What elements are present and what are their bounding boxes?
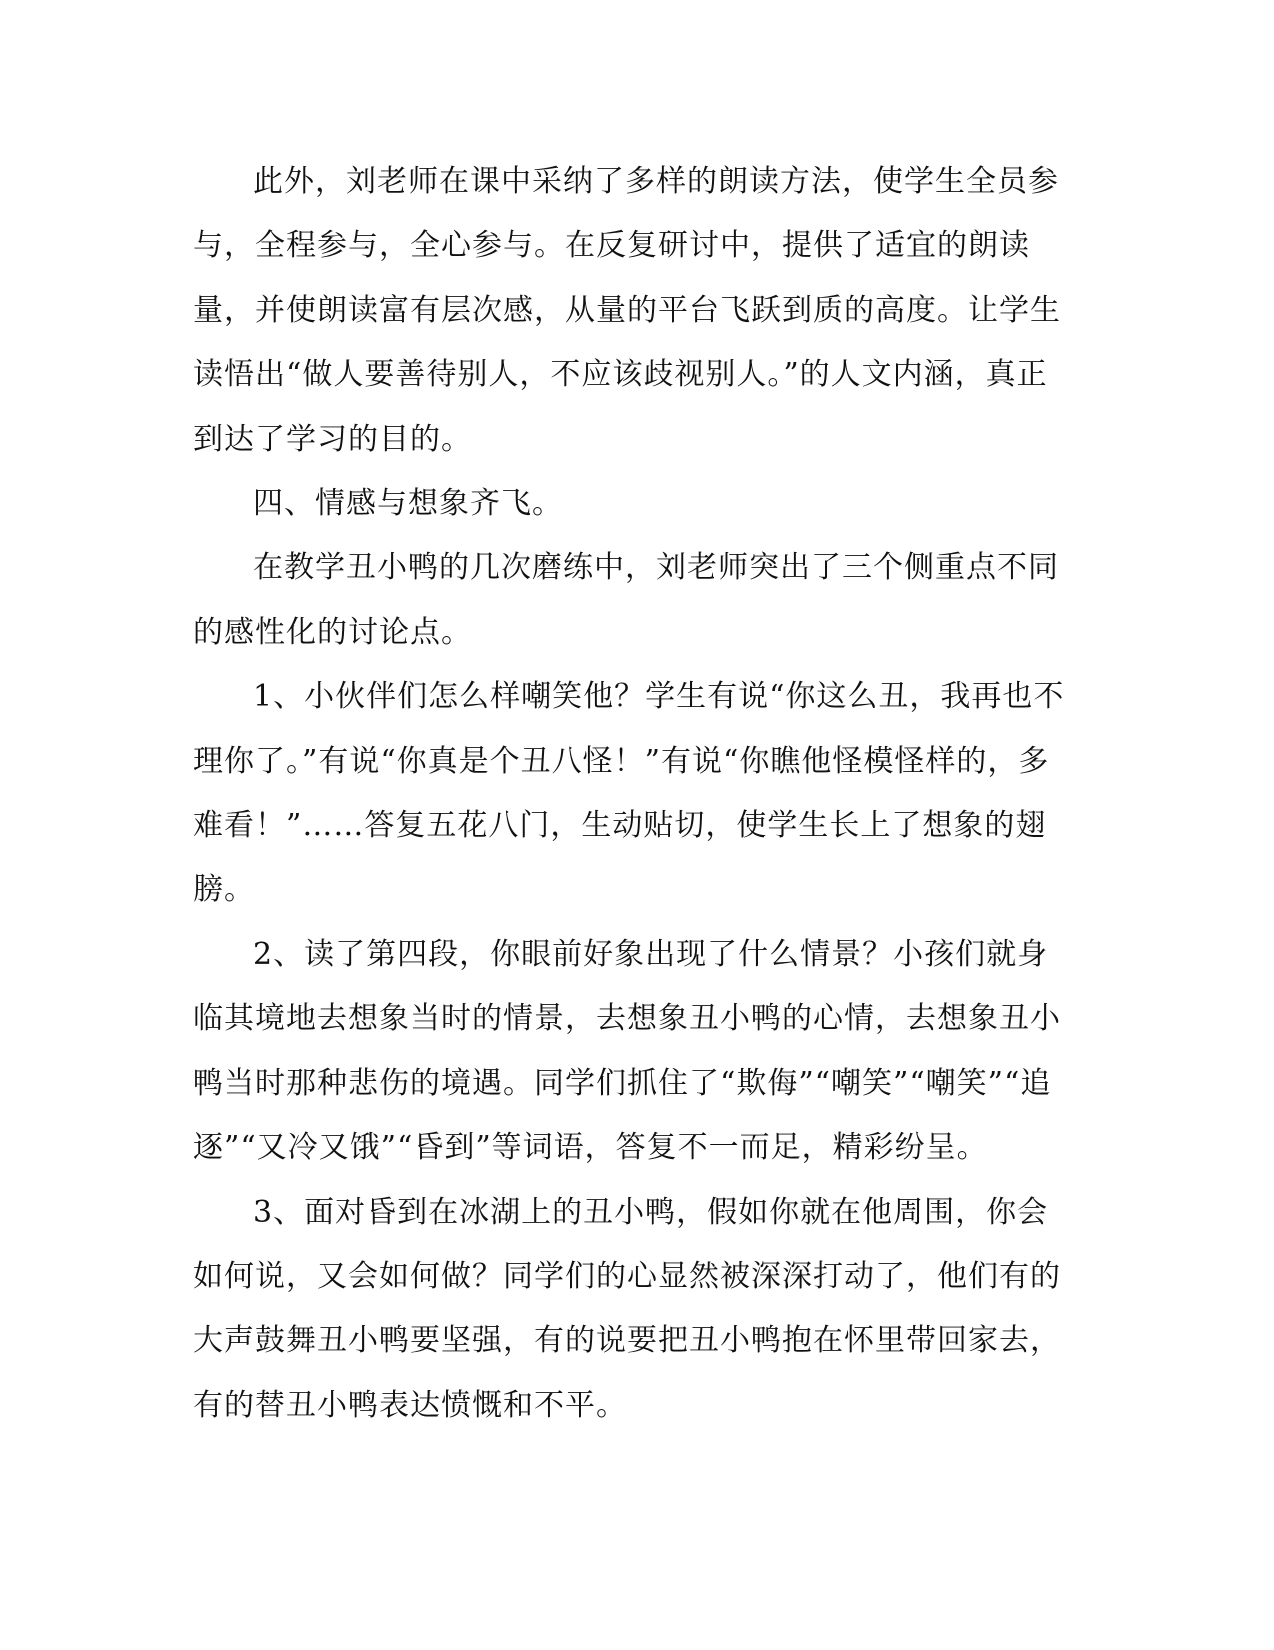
section-heading-emotion-imagination: 四、情感与想象齐飞。 [253,486,563,522]
paragraph-point-3: 3、面对昏到在冰湖上的丑小鸭，假如你就在他周围，你会如何说，又会如何做？同学们的心显然被深深打动了，他们有的大声鼓舞丑小鸭要坚强，有的说要把丑小鸭抱在怀里带回家去，有的替丑小鸭表达愤慨和不平。 [193,1194,1061,1423]
paragraph-point-2: 2、读了第四段，你眼前好象出现了什么情景？小孩们就身临其境地去想象当时的情景，去想象丑小鸭的心情，去想象丑小鸭当时那种悲伤的境遇。同学们抓住了“欺侮”“嘲笑”“嘲笑”“追逐”“又冷又饿”“昏到”等词语，答复不一而足，精彩纷呈。 [193,936,1061,1166]
document-body [193,150,1073,1438]
paragraph-reading-methods: 此外，刘老师在课中采纳了多样的朗读方法，使学生全员参与，全程参与，全心参与。在反复研讨中，提供了适宜的朗读量，并使朗读富有层次感，从量的平台飞跃到质的高度。让学生读悟出“做人要善待别人，不应该歧视别人。”的人文内涵，真正到达了学习的目的。 [193,164,1061,457]
paragraph-discussion-points: 在教学丑小鸭的几次磨练中，刘老师突出了三个侧重点不同的感性化的讨论点。 [193,550,1059,650]
paragraph-point-1: 1、小伙伴们怎么样嘲笑他？学生有说“你这么丑，我再也不理你了。”有说“你真是个丑八怪！”有说“你瞧他怪模怪样的，多难看！”……答复五花八门，生动贴切，使学生长上了想象的翅膀。 [193,679,1065,908]
